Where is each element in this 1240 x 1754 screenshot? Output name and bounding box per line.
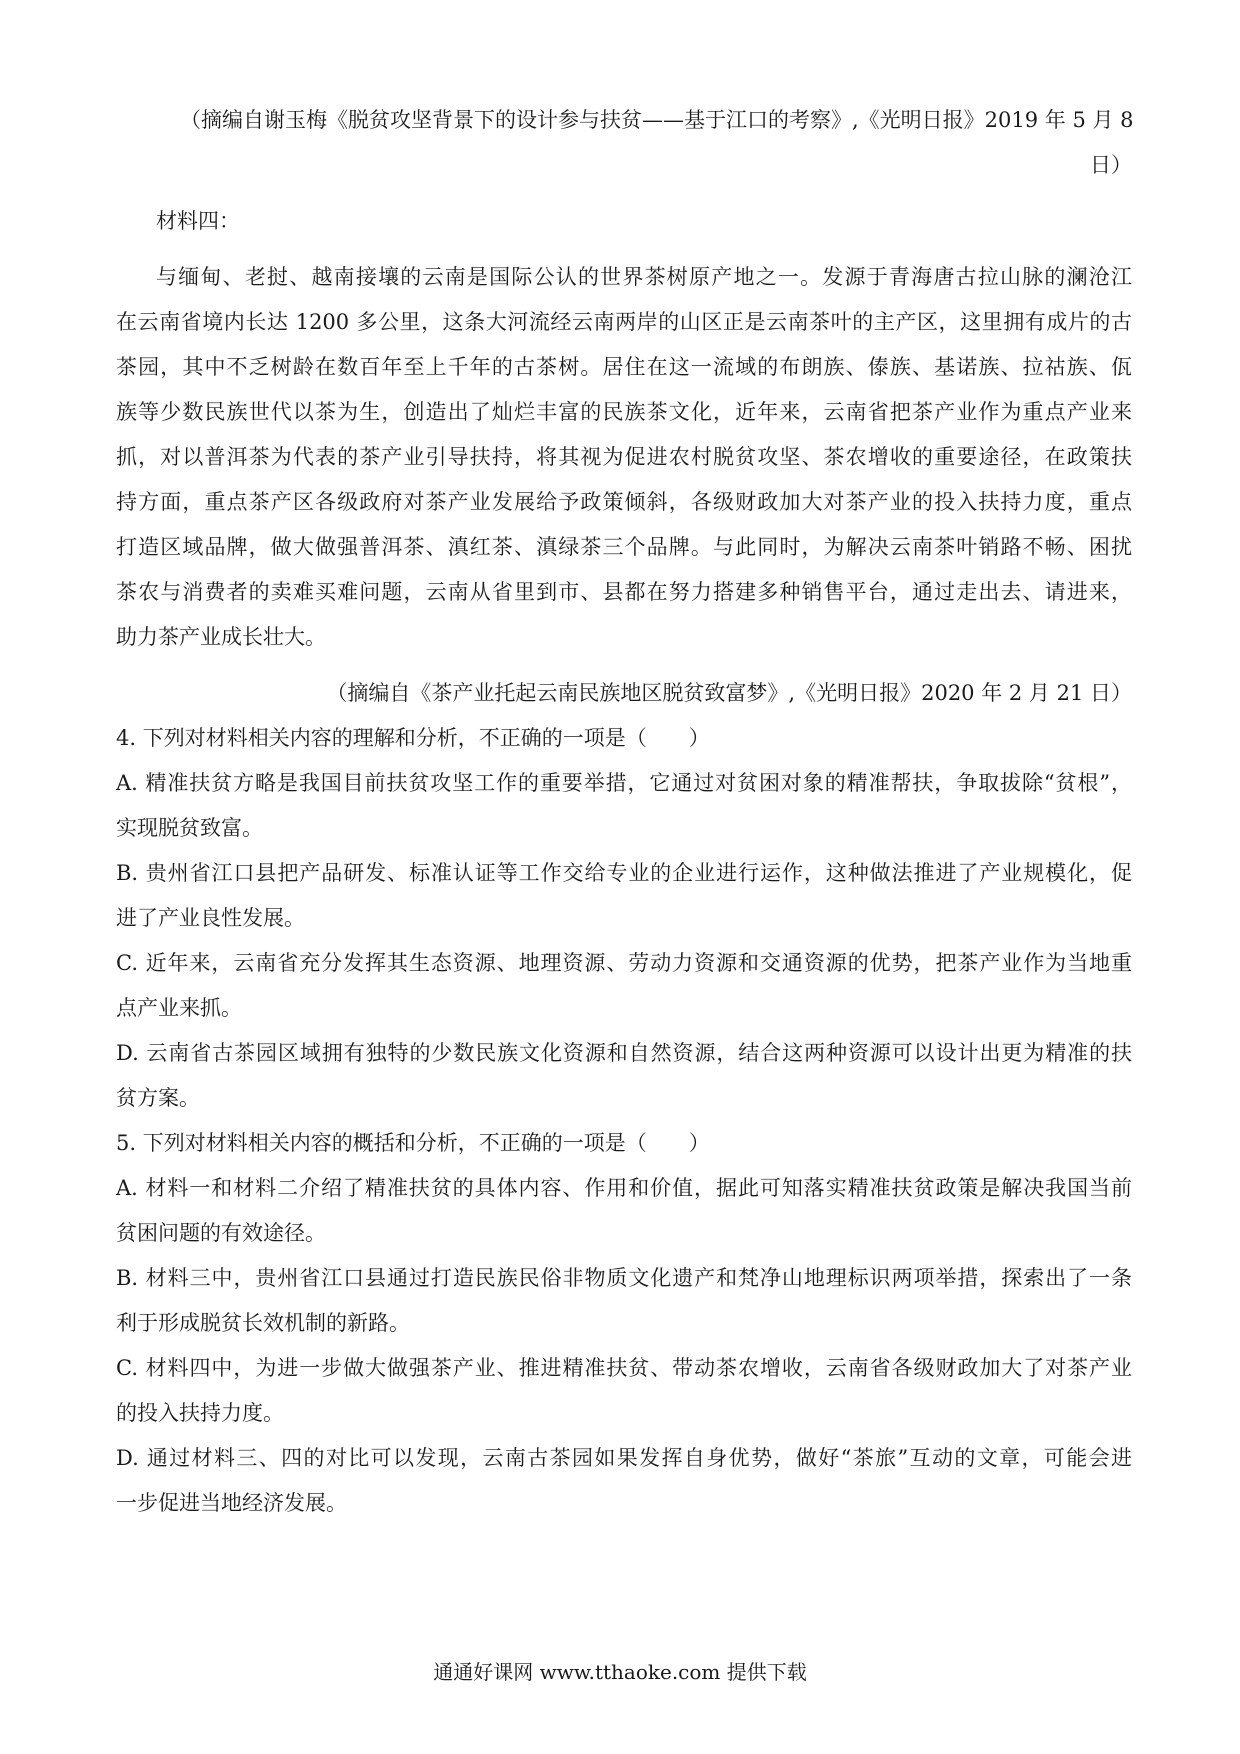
question-5-option-a: A. 材料一和材料二介绍了精准扶贫的具体内容、作用和价值，据此可知落实精准扶贫政策是解决我国当前 (116, 1176, 1132, 1200)
material-4-line: 抓，对以普洱茶为代表的茶产业引导扶持，将其视为促进农村脱贫攻坚、茶农增收的重要途径，在政策扶 (116, 445, 1132, 469)
material-4-citation: （摘编自《茶产业托起云南民族地区脱贫致富梦》,《光明日报》2020 年 2 月 21 日） (326, 681, 1132, 705)
question-5-option-b-cont: 利于形成脱贫长效机制的新路。 (116, 1311, 410, 1335)
material-4-body (116, 255, 1132, 660)
question-5-option-b: B. 材料三中，贵州省江口县通过打造民族民俗非物质文化遗产和梵净山地理标识两项举措，探索出了一条 (116, 1266, 1132, 1290)
material-4-line: 打造区域品牌，做大做强普洱茶、滇红茶、滇绿茶三个品牌。与此同时，为解决云南茶叶销路不畅、困扰 (116, 535, 1132, 559)
question-4 (116, 716, 1132, 1121)
question-4-option-c-cont: 点产业来抓。 (116, 996, 242, 1020)
question-4-option-b: B. 贵州省江口县把产品研发、标准认证等工作交给专业的企业进行运作，这种做法推进了产业规模化，促 (116, 861, 1132, 885)
page-footer: 通通好课网 www.tthaoke.com 提供下载 (433, 1660, 807, 1684)
question-4-option-d: D. 云南省古茶园区域拥有独特的少数民族文化资源和自然资源，结合这两种资源可以设计出更为精准的扶 (116, 1041, 1132, 1065)
citation-1-line-2: 日） (1090, 153, 1132, 177)
question-5 (116, 1121, 1132, 1526)
citation-1-line-1: （摘编自谢玉梅《脱贫攻坚背景下的设计参与扶贫——基于江口的考察》,《光明日报》2019 年 5 月 8 (180, 108, 1134, 132)
material-4-line: 助力茶产业成长壮大。 (116, 625, 326, 649)
question-4-option-b-cont: 进了产业良性发展。 (116, 906, 305, 930)
question-5-option-d: D. 通过材料三、四的对比可以发现，云南古茶园如果发挥自身优势，做好“茶旅”互动的文章，可能会进 (116, 1446, 1132, 1470)
material-4-label: 材料四： (156, 209, 240, 233)
question-4-option-d-cont: 贫方案。 (116, 1086, 200, 1110)
material-4-line: 与缅甸、老挝、越南接壤的云南是国际公认的世界茶树原产地之一。发源于青海唐古拉山脉的澜沧江 (156, 265, 1132, 289)
question-5-stem: 5. 下列对材料相关内容的概括和分析，不正确的一项是（ ） (116, 1131, 710, 1155)
material-4-line: 在云南省境内长达 1200 多公里，这条大河流经云南两岸的山区正是云南茶叶的主产区，这里拥有成片的古 (116, 310, 1132, 334)
material-4-line: 茶园，其中不乏树龄在数百年至上千年的古茶树。居住在这一流域的布朗族、傣族、基诺族、拉祜族、佤 (116, 355, 1132, 379)
question-5-option-c: C. 材料四中，为进一步做大做强茶产业、推进精准扶贫、带动茶农增收，云南省各级财政加大了对茶产业 (116, 1356, 1132, 1380)
question-5-option-d-cont: 一步促进当地经济发展。 (116, 1491, 347, 1515)
question-5-option-a-cont: 贫困问题的有效途径。 (116, 1221, 326, 1245)
page-content (116, 98, 1132, 1526)
question-4-option-c: C. 近年来，云南省充分发挥其生态资源、地理资源、劳动力资源和交通资源的优势，把茶产业作为当地重 (116, 951, 1132, 975)
question-4-option-a-cont: 实现脱贫致富。 (116, 816, 263, 840)
material-4-line: 持方面，重点茶产区各级政府对茶产业发展给予政策倾斜，各级财政加大对茶产业的投入扶持力度，重点 (116, 490, 1132, 514)
question-4-option-a: A. 精准扶贫方略是我国目前扶贫攻坚工作的重要举措，它通过对贫困对象的精准帮扶，争取拔除“贫根”， (116, 771, 1132, 795)
question-4-stem: 4. 下列对材料相关内容的理解和分析，不正确的一项是（ ） (116, 726, 710, 750)
question-5-option-c-cont: 的投入扶持力度。 (116, 1401, 284, 1425)
material-4-line: 茶农与消费者的卖难买难问题，云南从省里到市、县都在努力搭建多种销售平台，通过走出去、请进来， (116, 580, 1132, 604)
material-4-line: 族等少数民族世代以茶为生，创造出了灿烂丰富的民族茶文化，近年来，云南省把茶产业作为重点产业来 (116, 400, 1132, 424)
